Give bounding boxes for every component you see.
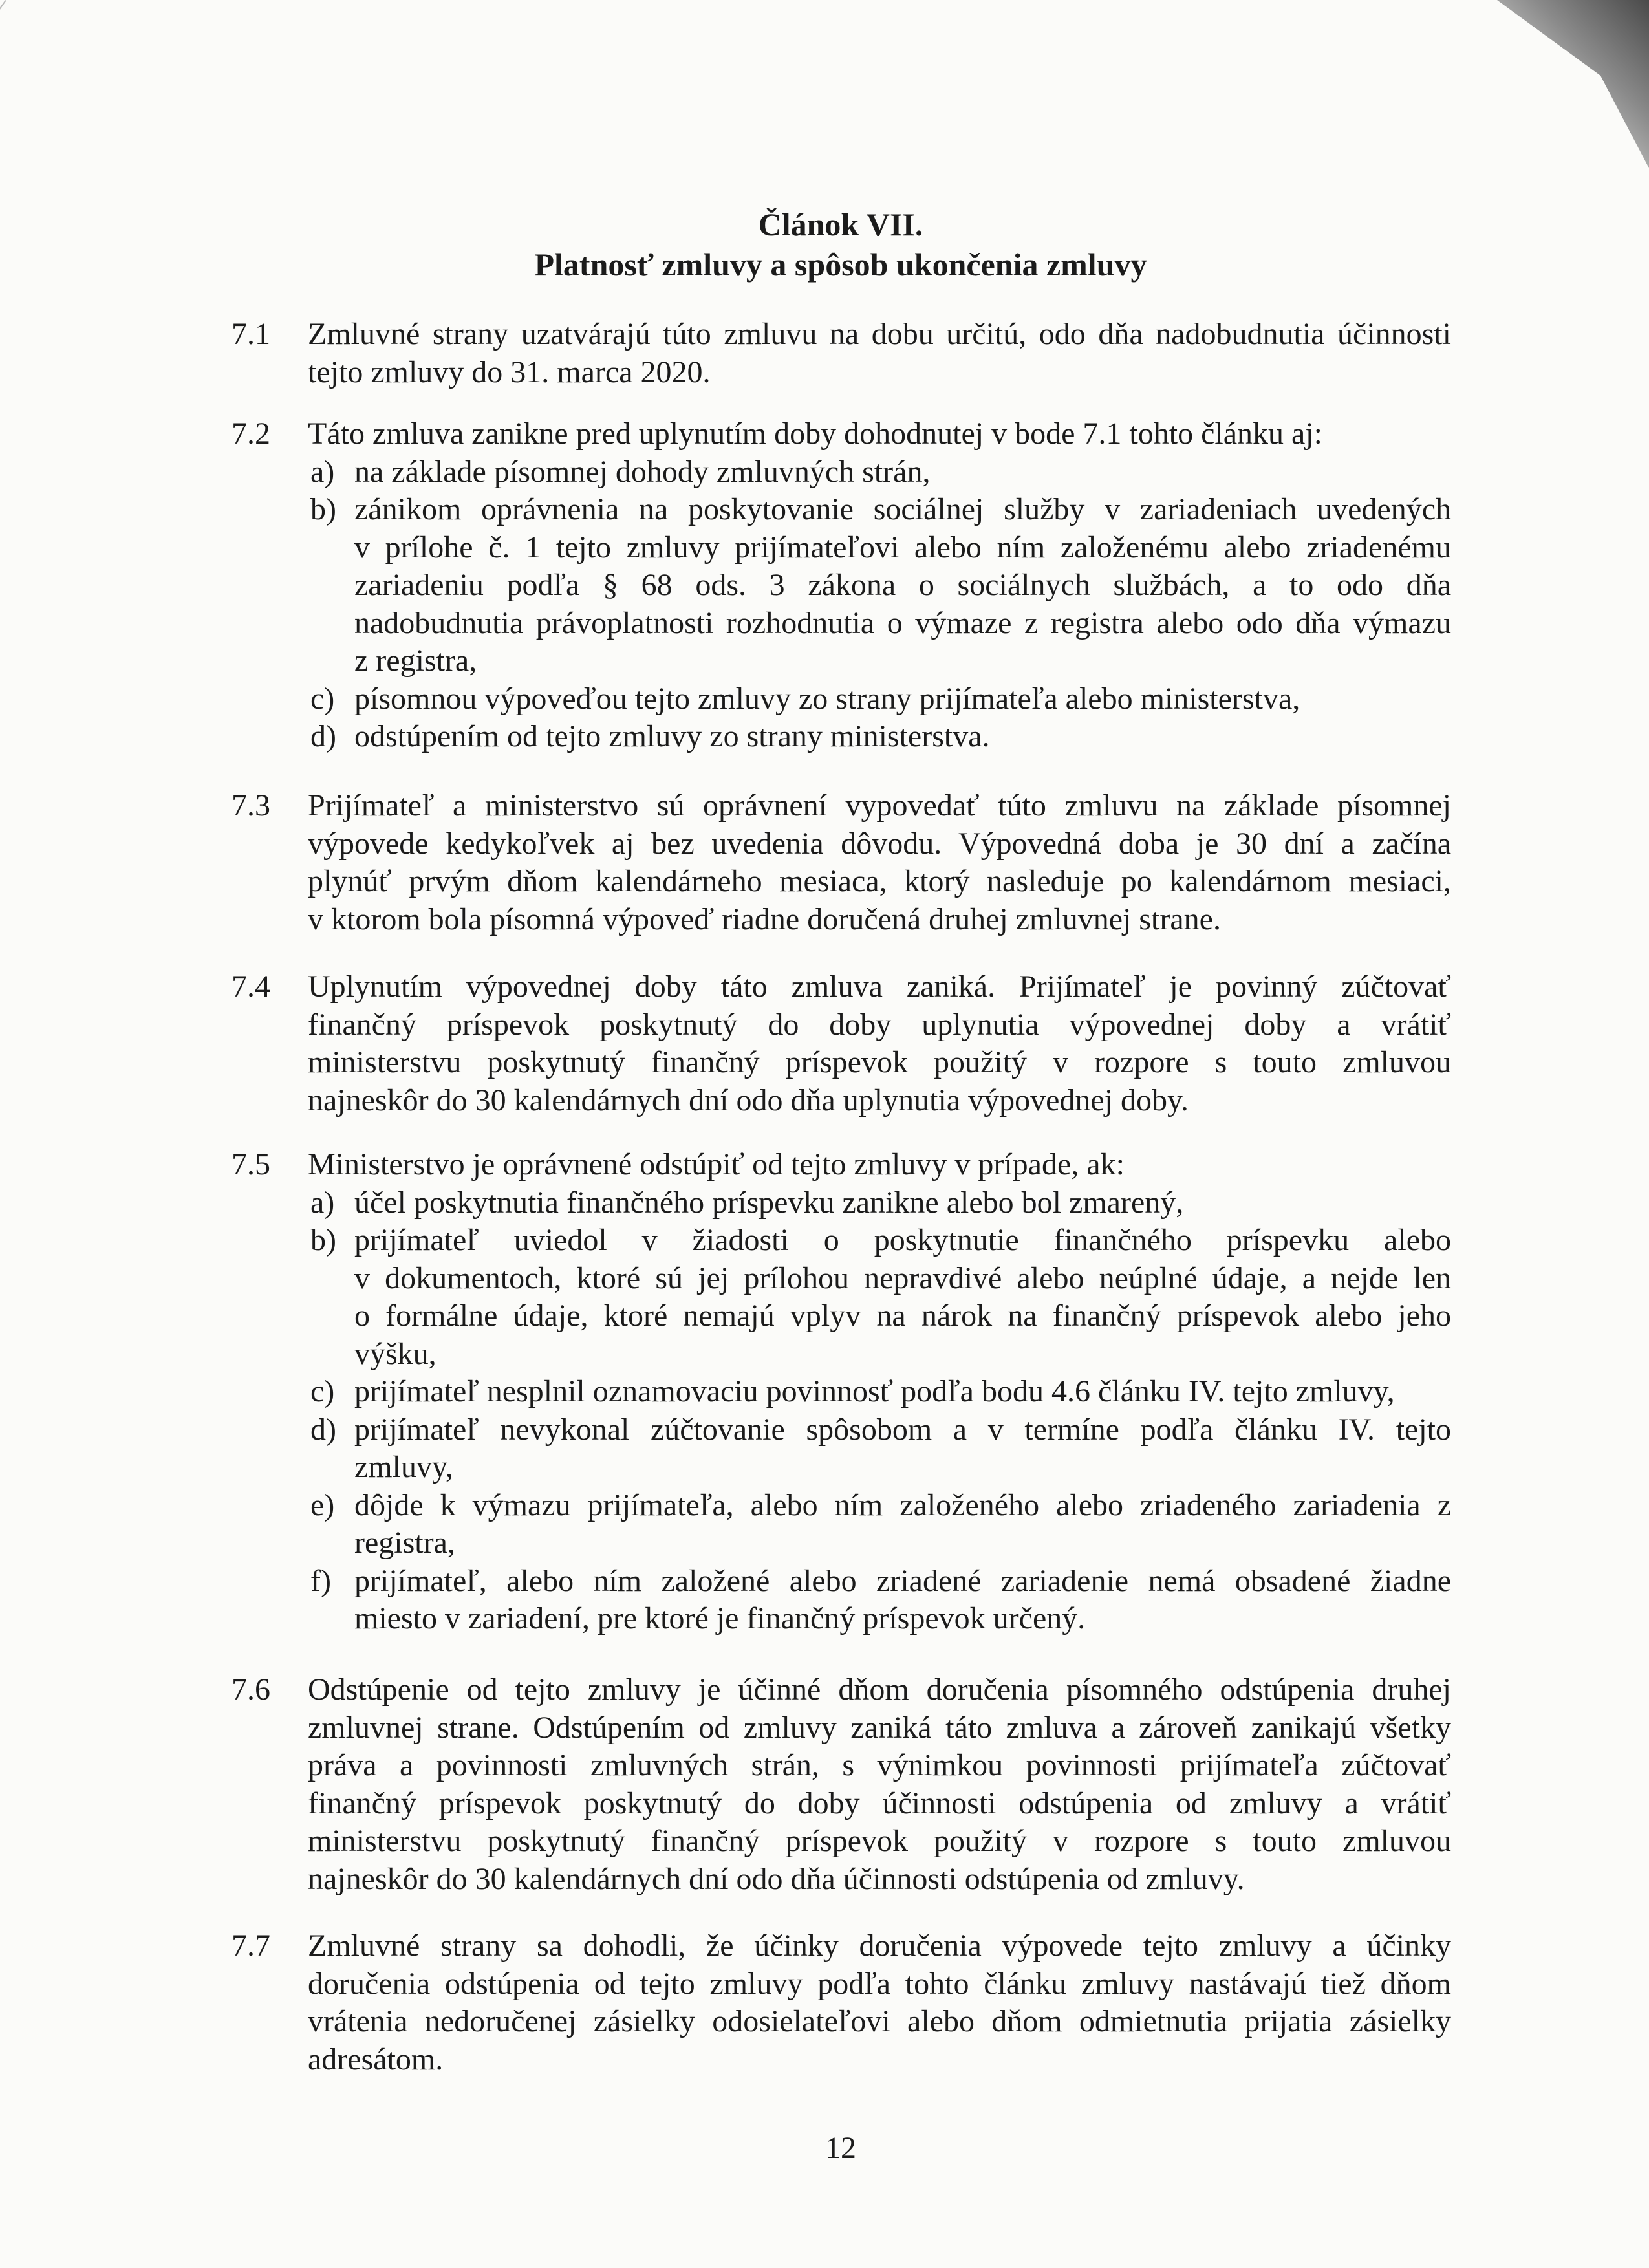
item-letter: b) xyxy=(310,492,336,526)
text-line: registra, xyxy=(354,1526,455,1560)
text-line: Prijímateľ a ministerstvo sú oprávnení vypovedať túto zmluvu na základe písomnej xyxy=(308,788,1451,823)
section-number: 7.2 xyxy=(232,416,270,451)
section-body xyxy=(308,316,1451,391)
section-number: 7.7 xyxy=(232,1928,270,1963)
section-body xyxy=(308,1927,1451,2079)
list-item xyxy=(308,680,1451,718)
item-letter: a) xyxy=(310,1185,335,1220)
text-line: výpovede kedykoľvek aj bez uvedenia dôvodu. Výpovedná doba je 30 dní a začína xyxy=(308,826,1451,861)
section-body xyxy=(308,787,1451,938)
section-number: 7.4 xyxy=(232,969,270,1004)
item-letter: d) xyxy=(310,1412,336,1447)
page-curl-shadow xyxy=(1487,0,1649,168)
section-number: 7.3 xyxy=(232,788,270,823)
text-line: zariadeniu podľa § 68 ods. 3 zákona o sociálnych službách, a to odo dňa xyxy=(354,568,1451,602)
section-number: 7.6 xyxy=(232,1672,270,1707)
item-letter: a) xyxy=(310,454,335,489)
text-line: odstúpením od tejto zmluvy zo strany ministerstva. xyxy=(354,719,990,753)
text-line: plynúť prvým dňom kalendárneho mesiaca, ktorý nasleduje po kalendárnom mesiaci, xyxy=(308,864,1451,898)
text-line: ministerstvu poskytnutý finančný príspevok použitý v rozpore s touto zmluvou xyxy=(308,1045,1451,1079)
text-line: adresátom. xyxy=(308,2042,444,2077)
text-line: doručenia odstúpenia od tejto zmluvy podľa tohto článku zmluvy nastávajú tiež dňom xyxy=(308,1966,1451,2001)
list-item xyxy=(308,1487,1451,1562)
text-line: v dokumentoch, ktoré sú jej prílohou nepravdivé alebo neúplné údaje, a nejde len xyxy=(354,1260,1451,1295)
section-body xyxy=(308,1671,1451,1898)
text-line: účel poskytnutia finančného príspevku zanikne alebo bol zmarený, xyxy=(354,1185,1184,1220)
text-line: zmluvnej strane. Odstúpením od zmluvy zaniká táto zmluva a zároveň zanikajú všetky xyxy=(308,1710,1451,1745)
section-body xyxy=(308,1146,1451,1638)
page-number: 12 xyxy=(825,2131,856,2165)
item-letter: c) xyxy=(310,1374,335,1409)
list-item xyxy=(308,491,1451,680)
text-line: v ktorom bola písomná výpoveď riadne doručená druhej zmluvnej strane. xyxy=(308,902,1221,936)
text-line: tejto zmluvy do 31. marca 2020. xyxy=(308,354,711,389)
text-line: prijímateľ nevykonal zúčtovanie spôsobom a v termíne podľa článku IV. tejto xyxy=(354,1412,1451,1447)
text-line: dôjde k výmazu prijímateľa, alebo ním založeného alebo zriadeného zariadenia z xyxy=(354,1487,1451,1522)
text-line: Zmluvné strany sa dohodli, že účinky doručenia výpovede tejto zmluvy a účinky xyxy=(308,1928,1451,1963)
scan-corner-mark xyxy=(0,0,27,47)
article-number: Článok VII. xyxy=(758,206,923,243)
section-body xyxy=(308,968,1451,1119)
text-line: ministerstvu poskytnutý finančný príspevok použitý v rozpore s touto zmluvou xyxy=(308,1824,1451,1858)
list-item xyxy=(308,718,1451,756)
text-line: najneskôr do 30 kalendárnych dní odo dňa účinnosti odstúpenia od zmluvy. xyxy=(308,1861,1245,1896)
text-line: najneskôr do 30 kalendárnych dní odo dňa uplynutia výpovednej doby. xyxy=(308,1083,1189,1118)
text-line: finančný príspevok poskytnutý do doby účinnosti odstúpenia od zmluvy a vrátiť xyxy=(308,1786,1451,1820)
text-line: na základe písomnej dohody zmluvných strán, xyxy=(354,454,931,489)
item-letter: b) xyxy=(310,1223,336,1257)
text-line: Táto zmluva zanikne pred uplynutím doby dohodnutej v bode 7.1 tohto článku aj: xyxy=(308,416,1322,451)
text-line: finančný príspevok poskytnutý do doby uplynutia výpovednej doby a vrátiť xyxy=(308,1007,1451,1042)
list-item xyxy=(308,1184,1451,1222)
text-line: prijímateľ nesplnil oznamovaciu povinnosť podľa bodu 4.6 článku IV. tejto zmluvy, xyxy=(354,1374,1395,1409)
item-letter: f) xyxy=(310,1563,331,1598)
text-line: zánikom oprávnenia na poskytovanie sociálnej služby v zariadeniach uvedených xyxy=(354,492,1451,526)
text-line: Odstúpenie od tejto zmluvy je účinné dňom doručenia písomného odstúpenia druhej xyxy=(308,1672,1451,1707)
section-body xyxy=(308,415,1451,756)
text-line: Zmluvné strany uzatvárajú túto zmluvu na dobu určitú, odo dňa nadobudnutia účinnosti xyxy=(308,317,1451,351)
item-letter: e) xyxy=(310,1487,335,1522)
text-line: prijímateľ, alebo ním založené alebo zriadené zariadenie nemá obsadené žiadne xyxy=(354,1563,1451,1598)
list-item xyxy=(308,1373,1451,1411)
list-item xyxy=(308,453,1451,491)
text-line: z registra, xyxy=(354,643,477,678)
section-number: 7.5 xyxy=(232,1147,270,1182)
list-item xyxy=(308,1222,1451,1373)
text-line: Uplynutím výpovednej doby táto zmluva zaniká. Prijímateľ je povinný zúčtovať xyxy=(308,969,1451,1004)
text-line: prijímateľ uviedol v žiadosti o poskytnutie finančného príspevku alebo xyxy=(354,1223,1451,1257)
list-item xyxy=(308,1411,1451,1487)
item-letter: d) xyxy=(310,719,336,753)
text-line: zmluvy, xyxy=(354,1450,453,1484)
article-title: Platnosť zmluvy a spôsob ukončenia zmluvy xyxy=(534,246,1147,283)
text-line: vrátenia nedoručenej zásielky odosielateľovi alebo dňom odmietnutia prijatia zásielky xyxy=(308,2004,1451,2038)
text-line: písomnou výpoveďou tejto zmluvy zo strany prijímateľa alebo ministerstva, xyxy=(354,681,1300,716)
text-line: Ministerstvo je oprávnené odstúpiť od tejto zmluvy v prípade, ak: xyxy=(308,1147,1125,1182)
text-line: miesto v zariadení, pre ktoré je finančný príspevok určený. xyxy=(354,1601,1086,1636)
section-number: 7.1 xyxy=(232,317,270,351)
item-letter: c) xyxy=(310,681,335,716)
text-line: nadobudnutia právoplatnosti rozhodnutia o výmaze z registra alebo odo dňa výmazu xyxy=(354,605,1451,640)
text-line: práva a povinnosti zmluvných strán, s výnimkou povinnosti prijímateľa zúčtovať xyxy=(308,1748,1451,1782)
text-line: výšku, xyxy=(354,1336,436,1371)
text-line: o formálne údaje, ktoré nemajú vplyv na nárok na finančný príspevok alebo jeho xyxy=(354,1299,1451,1333)
list-item xyxy=(308,1562,1451,1638)
text-line: v prílohe č. 1 tejto zmluvy prijímateľovi alebo ním založenému alebo zriadenému xyxy=(354,530,1451,565)
